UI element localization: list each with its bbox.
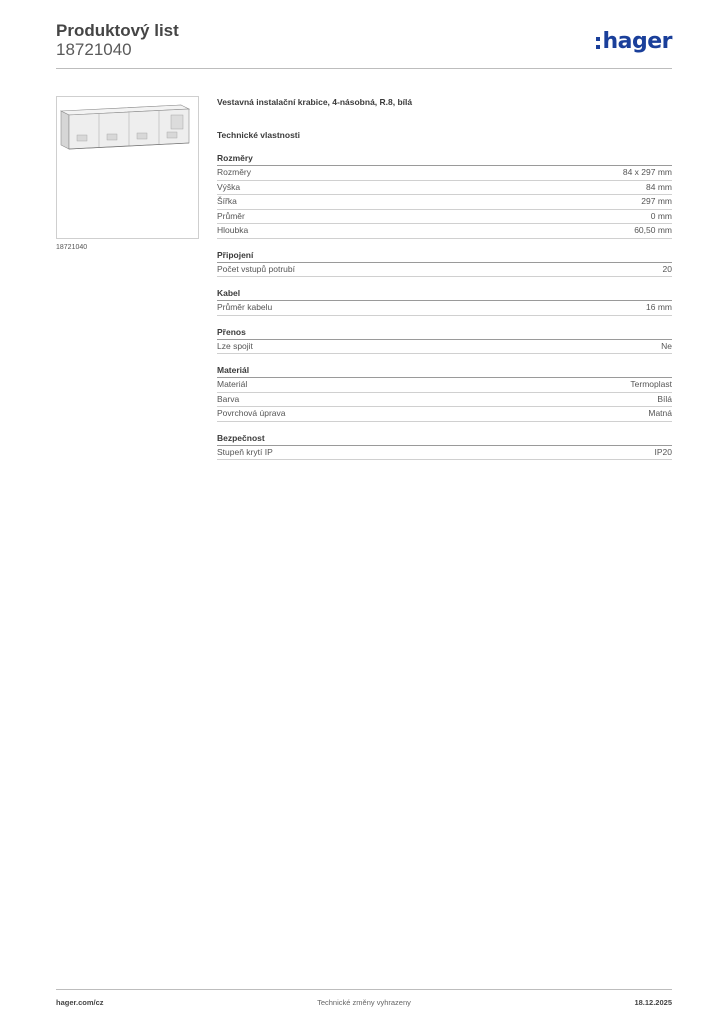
- spec-value: Ne: [661, 340, 672, 351]
- spec-row: [217, 263, 672, 278]
- spec-value: 20: [662, 263, 672, 274]
- spec-label: Barva: [217, 393, 240, 404]
- spec-row: [217, 393, 672, 408]
- spec-row: [217, 446, 672, 461]
- spec-sections: [217, 152, 672, 460]
- spec-value: 0 mm: [650, 210, 672, 221]
- spec-row: [217, 340, 672, 355]
- spec-section-title: Přenos: [217, 326, 672, 340]
- spec-section-title: Kabel: [217, 287, 672, 301]
- spec-row: [217, 224, 672, 239]
- page-footer: [56, 998, 672, 1010]
- spec-label: Rozměry: [217, 167, 252, 177]
- installation-box-image-icon: [57, 97, 198, 238]
- spec-label: Hloubka: [217, 225, 249, 235]
- spec-label: Povrchová úprava: [217, 408, 286, 418]
- spec-section-title: Připojení: [217, 249, 672, 263]
- spec-value: 16 mm: [646, 302, 672, 312]
- spec-label: Šířka: [217, 196, 237, 206]
- spec-value: Matná: [648, 408, 672, 418]
- logo-dots-icon: [596, 32, 600, 54]
- spec-row: [217, 195, 672, 210]
- spec-value: 60,50 mm: [634, 225, 672, 235]
- spec-label: Výška: [217, 181, 241, 192]
- page-header: [56, 20, 672, 68]
- spec-section-title: Bezpečnost: [217, 432, 672, 446]
- footer-website-link[interactable]: hager.com/cz: [56, 998, 104, 1007]
- spec-section: [217, 432, 672, 461]
- spec-label: Průměr kabelu: [217, 302, 273, 312]
- spec-section: [217, 287, 672, 316]
- spec-value: Bílá: [657, 393, 672, 404]
- spec-label: Stupeň krytí IP: [217, 446, 273, 457]
- logo-text: hager: [602, 29, 672, 54]
- spec-value: 297 mm: [641, 196, 672, 206]
- hager-logo[interactable]: [596, 28, 672, 54]
- footer-notice: Technické změny vyhrazeny: [317, 998, 411, 1007]
- spec-label: Lze spojit: [217, 340, 253, 351]
- spec-label: Materiál: [217, 379, 248, 389]
- product-description: Vestavná instalační krabice, 4-násobná, R.8, bílá: [217, 97, 413, 107]
- spec-row: [217, 166, 672, 181]
- spec-section-title: Rozměry: [217, 152, 672, 166]
- spec-row: [217, 210, 672, 225]
- spec-section: [217, 152, 672, 239]
- spec-section: [217, 249, 672, 278]
- spec-section: [217, 326, 672, 355]
- spec-row: [217, 407, 672, 422]
- product-image: [56, 96, 199, 239]
- header-divider: [56, 68, 672, 69]
- product-content: [217, 95, 672, 460]
- image-caption: 18721040: [56, 244, 88, 251]
- spec-value: 84 mm: [646, 181, 672, 192]
- spec-value: Termoplast: [630, 379, 672, 389]
- page-title: Produktový list: [56, 21, 179, 40]
- spec-label: Počet vstupů potrubí: [217, 263, 295, 274]
- spec-row: [217, 378, 672, 393]
- footer-date: 18.12.2025: [634, 998, 672, 1007]
- article-number: 18721040: [56, 40, 132, 59]
- spec-section: [217, 364, 672, 422]
- footer-divider: [56, 989, 672, 990]
- spec-section-title: Materiál: [217, 364, 672, 378]
- spec-value: 84 x 297 mm: [622, 167, 672, 177]
- spec-row: [217, 301, 672, 316]
- spec-row: [217, 181, 672, 196]
- spec-value: IP20: [654, 446, 672, 457]
- spec-label: Průměr: [217, 210, 245, 221]
- technical-properties-title: Technické vlastnosti: [217, 130, 300, 140]
